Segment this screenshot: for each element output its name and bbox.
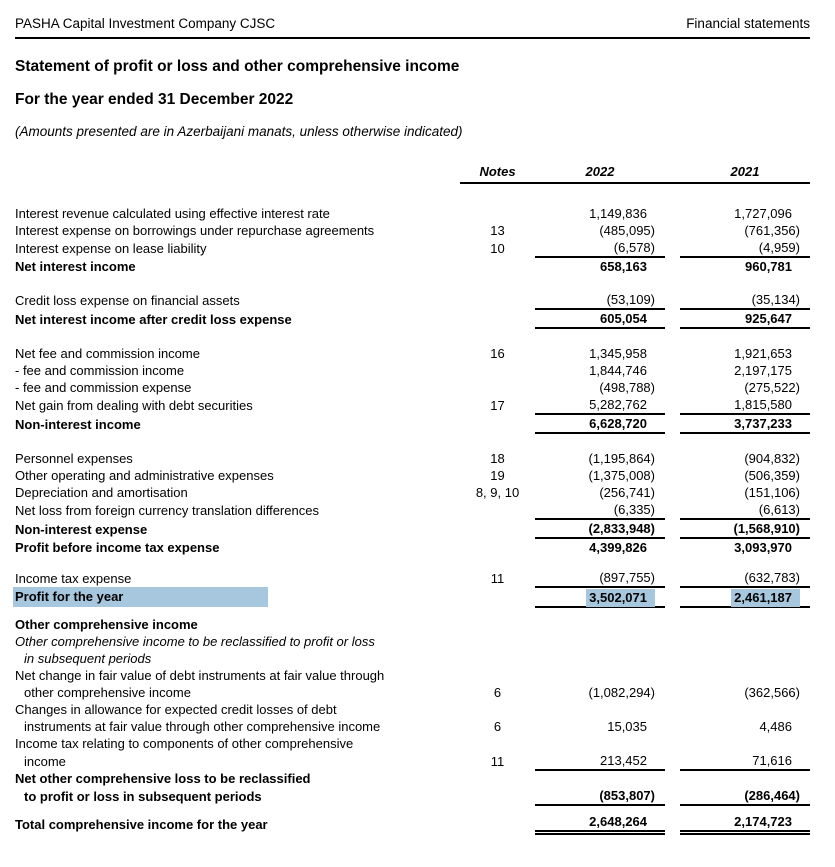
row-value-2022: (53,109) (535, 291, 665, 309)
row-notes (460, 183, 535, 222)
column-gap (665, 484, 680, 501)
row-notes: 6 (493, 685, 502, 700)
column-gap (665, 345, 680, 362)
row-label: Net other comprehensive loss to be reclassified (15, 771, 311, 786)
table-row (15, 735, 810, 752)
row-notes (460, 538, 535, 556)
row-value-2022: (1,195,864) (588, 451, 655, 466)
table-row (15, 718, 810, 735)
spacer-cell (15, 433, 810, 450)
table-row (15, 587, 810, 607)
row-value-2022 (535, 735, 665, 752)
row-value-2021: 925,647 (680, 309, 810, 328)
row-label: Net gain from dealing with debt securities (15, 398, 253, 413)
column-gap (665, 519, 680, 538)
row-value-2021: 3,737,233 (680, 414, 810, 433)
table-row (15, 650, 810, 667)
row-value-2022: 1,844,746 (589, 363, 647, 378)
row-value-2021: (286,464) (680, 787, 810, 805)
row-notes (460, 414, 535, 433)
table-row (15, 484, 810, 501)
row-notes: 18 (490, 451, 505, 466)
col-header-notes: Notes (460, 164, 535, 183)
amounts-note: (Amounts presented are in Azerbaijani manats, unless otherwise indicated) (15, 124, 463, 139)
row-value-2022: (6,335) (535, 501, 665, 519)
spacer-row (15, 433, 810, 450)
row-value-2022: (2,833,948) (535, 519, 665, 538)
row-label: Interest expense on lease liability (15, 241, 207, 256)
row-value-2021 (680, 633, 810, 650)
table-row (15, 345, 810, 362)
table-row (15, 467, 810, 484)
column-gap (665, 222, 680, 239)
column-gap (665, 667, 680, 684)
table-row (15, 752, 810, 770)
row-label: Income tax relating to components of other comprehensive (15, 736, 354, 751)
row-label: Interest revenue calculated using effective interest rate (15, 206, 330, 221)
statement-title: Statement of profit or loss and other comprehensive income (15, 58, 460, 75)
page-header (15, 16, 810, 39)
row-label: Net interest income after credit loss expense (15, 312, 292, 327)
row-value-2021 (680, 650, 810, 667)
row-value-2021: 71,616 (680, 752, 810, 770)
row-label: instruments at fair value through other comprehensive income (24, 719, 381, 734)
table-row (15, 450, 810, 467)
row-value-2022 (535, 650, 665, 667)
row-value-2021: (1,568,910) (680, 519, 810, 538)
column-gap (665, 414, 680, 433)
row-label: Interest expense on borrowings under repurchase agreements (15, 223, 375, 238)
row-notes (460, 787, 535, 805)
row-notes (460, 650, 535, 667)
row-value-2021: 1,815,580 (680, 396, 810, 414)
row-label: - fee and commission expense (15, 380, 192, 395)
row-value-2021 (680, 735, 810, 752)
row-notes (460, 616, 535, 633)
table-row (15, 667, 810, 684)
row-value-2021 (680, 770, 810, 787)
column-gap (665, 616, 680, 633)
table-row (15, 616, 810, 633)
table-row (15, 501, 810, 519)
row-value-2021 (680, 701, 810, 718)
row-value-2022: 2,648,264 (535, 813, 665, 833)
row-value-2021: 2,174,723 (680, 813, 810, 833)
spacer-cell (15, 275, 810, 291)
column-gap (665, 467, 680, 484)
row-notes: 10 (490, 241, 505, 256)
table-row (15, 569, 810, 587)
table-row (15, 701, 810, 718)
spacer-row (15, 556, 810, 569)
table-row (15, 291, 810, 309)
row-notes (460, 633, 535, 650)
row-value-2022: (498,788) (599, 380, 655, 395)
row-label: Other comprehensive income to be reclassified to profit or loss (15, 634, 375, 649)
spacer-row (15, 275, 810, 291)
col-header-2022: 2022 (535, 164, 665, 183)
table-row (15, 813, 810, 833)
column-gap (665, 787, 680, 805)
row-value-2021: (904,832) (744, 451, 800, 466)
header-right-label: Financial statements (686, 16, 810, 31)
row-notes: 19 (490, 468, 505, 483)
column-gap (665, 291, 680, 309)
column-gap (665, 183, 680, 222)
row-value-2022: 605,054 (535, 309, 665, 328)
row-notes: 11 (490, 754, 505, 769)
row-value-2022: 213,452 (535, 752, 665, 770)
column-gap (665, 701, 680, 718)
column-gap (665, 257, 680, 275)
row-value-2022: (256,741) (599, 485, 655, 500)
row-notes: 13 (490, 223, 505, 238)
column-gap (665, 770, 680, 787)
row-label: Income tax expense (15, 571, 132, 586)
row-value-2022: 3,502,071 (535, 587, 665, 607)
row-value-2022: (485,095) (599, 223, 655, 238)
row-value-2022: 658,163 (600, 259, 647, 274)
column-gap (665, 396, 680, 414)
col-header-gap (665, 164, 680, 183)
table-row (15, 787, 810, 805)
column-gap (665, 569, 680, 587)
row-label: - fee and commission income (15, 363, 185, 378)
column-gap (665, 538, 680, 556)
row-value-2022 (535, 616, 665, 633)
spacer-cell (15, 805, 810, 813)
row-value-2021 (680, 667, 810, 684)
row-notes (460, 519, 535, 538)
spacer-cell (15, 556, 810, 569)
column-gap (665, 379, 680, 396)
spacer-row (15, 805, 810, 813)
row-label: in subsequent periods (24, 651, 152, 666)
table-row (15, 414, 810, 433)
column-gap (665, 309, 680, 328)
row-value-2022 (535, 667, 665, 684)
row-value-2022: (6,578) (535, 239, 665, 257)
column-gap (665, 501, 680, 519)
row-notes (460, 291, 535, 309)
row-value-2022: 15,035 (607, 719, 647, 734)
row-notes (460, 379, 535, 396)
row-value-2021: 2,197,175 (734, 363, 792, 378)
row-notes: 11 (490, 571, 505, 586)
row-value-2021: (275,522) (744, 380, 800, 395)
row-notes (460, 813, 535, 833)
row-label: Net fee and commission income (15, 346, 200, 361)
row-notes (460, 735, 535, 752)
table-row (15, 519, 810, 538)
row-value-2021: (761,356) (744, 223, 800, 238)
column-gap (665, 633, 680, 650)
row-notes (460, 501, 535, 519)
row-value-2021: 3,093,970 (734, 540, 792, 555)
row-notes (460, 770, 535, 787)
column-gap (665, 735, 680, 752)
row-label: Other operating and administrative expenses (15, 468, 274, 483)
row-label: Total comprehensive income for the year (15, 816, 268, 832)
row-value-2022: (1,375,008) (588, 468, 655, 483)
table-row (15, 309, 810, 328)
row-notes (460, 257, 535, 275)
row-notes (460, 309, 535, 328)
row-value-2021: (362,566) (744, 685, 800, 700)
row-value-2022: 5,282,762 (535, 396, 665, 414)
statement-period: For the year ended 31 December 2022 (15, 91, 294, 108)
row-label: Non-interest income (15, 417, 141, 432)
row-label: Non-interest expense (15, 522, 148, 537)
spacer-cell (15, 328, 810, 345)
row-value-2021: (35,134) (680, 291, 810, 309)
row-value-2021: 960,781 (745, 259, 792, 274)
column-gap (665, 587, 680, 607)
table-row (15, 538, 810, 556)
table-row (15, 770, 810, 787)
row-notes: 16 (490, 346, 505, 361)
row-notes (460, 667, 535, 684)
row-label: other comprehensive income (24, 685, 191, 700)
column-gap (665, 813, 680, 833)
row-value-2021: (506,359) (744, 468, 800, 483)
spacer-cell (15, 607, 810, 616)
spacer-row (15, 328, 810, 345)
row-value-2021: 4,486 (759, 719, 792, 734)
col-header-empty (15, 164, 460, 183)
row-value-2021: 2,461,187 (680, 587, 810, 607)
col-header-2021: 2021 (680, 164, 810, 183)
row-value-2021: (632,783) (680, 569, 810, 587)
column-gap (665, 684, 680, 701)
table-row (15, 222, 810, 239)
row-value-2021: (4,959) (680, 239, 810, 257)
row-label: Personnel expenses (15, 451, 133, 466)
row-label: Depreciation and amortisation (15, 485, 188, 500)
row-value-2022: (1,082,294) (588, 685, 655, 700)
column-gap (665, 718, 680, 735)
column-gap (665, 650, 680, 667)
row-value-2022 (535, 770, 665, 787)
row-notes (460, 701, 535, 718)
row-label: Other comprehensive income (15, 617, 198, 632)
row-value-2022: 1,149,836 (589, 206, 647, 221)
row-value-2021: (6,613) (680, 501, 810, 519)
table-row (15, 379, 810, 396)
table-row (15, 684, 810, 701)
spacer-row (15, 607, 810, 616)
column-gap (665, 752, 680, 770)
table-row (15, 396, 810, 414)
row-notes (460, 587, 535, 607)
row-value-2022: (853,807) (535, 787, 665, 805)
row-label: Net interest income (15, 259, 136, 274)
row-notes: 6 (493, 719, 502, 734)
column-gap (665, 239, 680, 257)
row-value-2021: 1,921,653 (734, 346, 792, 361)
table-row (15, 183, 810, 222)
row-label: Profit for the year (15, 587, 460, 607)
statement-table-body (15, 183, 810, 833)
row-value-2022: 4,399,826 (589, 540, 647, 555)
row-label: Net change in fair value of debt instruments at fair value through (15, 668, 385, 683)
row-label: income (24, 754, 66, 769)
column-gap (665, 450, 680, 467)
row-value-2021: (151,106) (744, 485, 800, 500)
row-value-2021: 1,727,096 (734, 206, 792, 221)
row-label: Changes in allowance for expected credit losses of debt (15, 702, 337, 717)
row-label: Net loss from foreign currency translation differences (15, 503, 319, 518)
row-notes (460, 362, 535, 379)
table-row (15, 362, 810, 379)
statement-table (15, 164, 810, 835)
row-label: Credit loss expense on financial assets (15, 293, 240, 308)
table-row (15, 239, 810, 257)
row-label: Profit before income tax expense (15, 540, 220, 555)
row-value-2022: 6,628,720 (535, 414, 665, 433)
table-row (15, 257, 810, 275)
row-value-2022: (897,755) (535, 569, 665, 587)
column-gap (665, 362, 680, 379)
row-value-2022 (535, 701, 665, 718)
row-value-2022 (535, 633, 665, 650)
table-header-row (15, 164, 810, 183)
company-name: PASHA Capital Investment Company CJSC (15, 16, 276, 31)
row-notes: 17 (490, 398, 505, 413)
table-row (15, 633, 810, 650)
row-value-2021 (680, 616, 810, 633)
row-label: to profit or loss in subsequent periods (24, 789, 262, 804)
row-notes: 8, 9, 10 (475, 485, 520, 500)
row-value-2022: 1,345,958 (589, 346, 647, 361)
